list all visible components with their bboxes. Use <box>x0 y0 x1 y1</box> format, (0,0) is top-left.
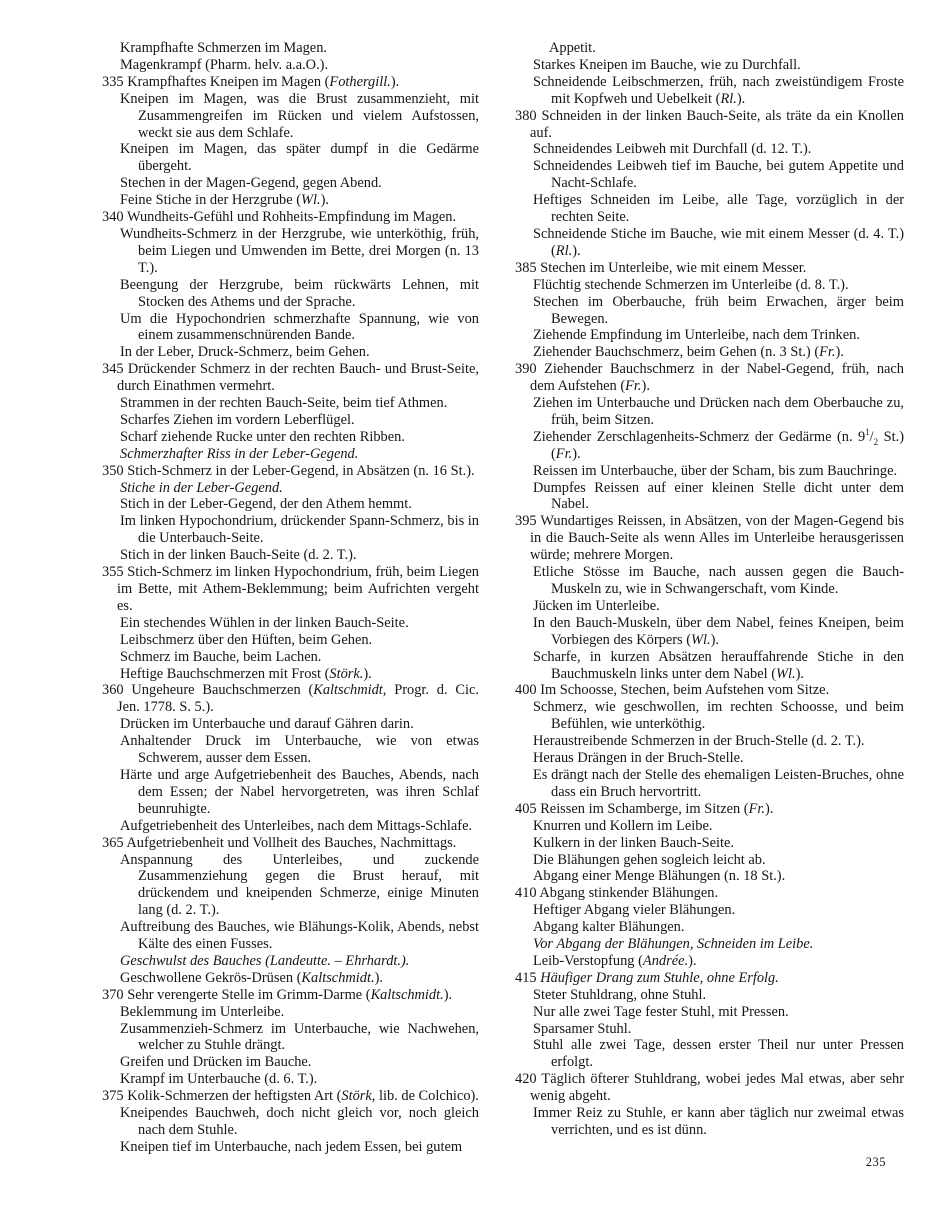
symptom-entry <box>102 632 479 649</box>
text-run: Ein stechendes Wühlen in der linken Bauch-Seite. <box>120 614 409 631</box>
entry-number: 335 <box>102 73 124 90</box>
entry-number: 420 <box>515 1071 537 1088</box>
text-run: Ziehende Empfindung im Unterleibe, nach dem Trinken. <box>533 327 860 344</box>
entry-number: 385 <box>515 259 537 276</box>
text-run: St.) ( <box>551 428 904 462</box>
text-run: Nur alle zwei Tage fester Stuhl, mit Pressen. <box>533 1003 789 1020</box>
text-run: Jücken im Unterleibe. <box>533 597 660 614</box>
symptom-entry <box>102 57 479 74</box>
text-run: Kneipendes Bauchweh, doch nicht gleich vor, noch gleich nach dem Stuhle. <box>120 1105 479 1138</box>
text-run: Feine Stiche in der Herzgrube ( <box>120 192 302 209</box>
text-run: Kneipen im Magen, das später dumpf in die Gedärme übergeht. <box>120 141 479 175</box>
text-run: ). <box>688 952 697 969</box>
symptom-entry <box>515 57 904 74</box>
text-run: Ziehender Bauchschmerz in der Nabel-Gegend, früh, nach dem Aufstehen ( <box>530 361 904 395</box>
entry-number: 380 <box>515 107 537 124</box>
symptom-entry <box>102 395 479 412</box>
symptom-entry <box>515 108 904 142</box>
text-run: lib. de Colchico). <box>375 1088 479 1105</box>
text-run: Starkes Kneipen im Bauche, wie zu Durchfall. <box>533 56 801 73</box>
text-run: Scharfes Ziehen im vordern Leberflügel. <box>120 411 355 428</box>
symptom-entry <box>102 1054 479 1071</box>
symptom-entry <box>102 919 479 953</box>
text-run: Krampf im Unterbauche (d. 6. T.). <box>120 1071 318 1088</box>
text-run: Stuhl alle zwei Tage, dessen erster Theil nur unter Pressen erfolgt. <box>533 1037 904 1071</box>
symptom-entry <box>102 615 479 632</box>
italic-text-run: Fr. <box>748 800 765 817</box>
text-run: Heftige Bauchschmerzen mit Frost ( <box>120 665 330 682</box>
text-run: Die Blähungen gehen sogleich leicht ab. <box>533 851 766 868</box>
italic-text-run: Schmerzhafter Riss in der Leber-Gegend. <box>120 445 359 462</box>
text-run: ). <box>443 986 453 1003</box>
symptom-entry <box>102 91 479 142</box>
text-run: Zusammenzieh-Schmerz im Unterbauche, wie Nachwehen, welcher zu Stuhle drängt. <box>120 1020 479 1054</box>
symptom-entry <box>102 666 479 683</box>
text-run: Abgang stinkender Blähungen. <box>539 885 719 902</box>
text-run: Heftiges Schneiden im Leibe, alle Tage, vorzüglich in der rechten Seite. <box>533 192 904 226</box>
text-run: ). <box>641 378 650 395</box>
symptom-entry <box>515 801 904 818</box>
symptom-entry <box>515 480 904 514</box>
symptom-entry <box>515 682 904 699</box>
text-run: Dumpfes Reissen auf einer kleinen Stelle dicht unter dem Nabel. <box>533 479 904 513</box>
symptom-entry <box>102 496 479 513</box>
symptom-entry <box>102 767 479 818</box>
symptom-entry <box>515 953 904 970</box>
italic-text-run: Wl. <box>776 665 796 682</box>
symptom-entry <box>102 192 479 209</box>
entry-number: 340 <box>102 209 124 226</box>
entry-number: 345 <box>102 361 124 378</box>
text-run: Wundheits-Gefühl und Rohheits-Empfindung im Magen. <box>126 209 457 226</box>
text-run: Schneidendes Leibweh mit Durchfall (d. 12. T.). <box>533 141 812 158</box>
symptom-entry <box>102 1105 479 1139</box>
text-run: Schmerz, wie geschwollen, im rechten Schoosse, und beim Befühlen, wie unterköthig. <box>533 699 904 733</box>
entry-number: 355 <box>102 564 124 581</box>
italic-text-run: Häufiger Drang zum Stuhle, ohne Erfolg. <box>540 969 779 986</box>
text-run: Drückender Schmerz in der rechten Bauch- und Brust-Seite, durch Einathmen vermehrt. <box>117 361 479 395</box>
symptom-entry <box>515 158 904 192</box>
text-run: Um die Hypochondrien schmerzhafte Spannung, wie von einem zusammenschnürenden Bande. <box>120 310 479 344</box>
symptom-entry <box>515 344 904 361</box>
text-run: Stechen im Unterleibe, wie mit einem Messer. <box>540 259 807 276</box>
text-run: ). <box>390 73 400 90</box>
symptom-entry <box>515 868 904 885</box>
text-run: Aufgetriebenheit des Unterleibes, nach dem Mittags-Schlafe. <box>120 817 473 834</box>
italic-text-run: Störk, <box>341 1088 376 1105</box>
symptom-entry <box>102 1088 479 1105</box>
symptom-entry <box>515 40 904 57</box>
symptom-entry <box>515 226 904 260</box>
text-run: Scharfe, in kurzen Absätzen herauffahrende Stiche in den Bauchmuskeln links unter dem Nabel ( <box>533 648 904 682</box>
symptom-entry <box>102 835 479 852</box>
text-run: Im Schoosse, Stechen, beim Aufstehen vom Sitze. <box>540 682 830 699</box>
text-run: Heftiger Abgang vieler Blähungen. <box>533 902 736 919</box>
text-run: Krampfhafte Schmerzen im Magen. <box>120 40 327 56</box>
symptom-entry <box>515 294 904 328</box>
text-run: ). <box>320 192 329 209</box>
symptom-entry <box>102 361 479 395</box>
text-run: Magenkrampf (Pharm. helv. a.a.O.). <box>120 56 329 73</box>
text-run: Immer Reiz zu Stuhle, er kann aber täglich nur zweimal etwas verrichten, und es ist dünn. <box>533 1105 904 1138</box>
symptom-entry <box>102 74 479 91</box>
text-run: Heraus Drängen in der Bruch-Stelle. <box>533 750 744 767</box>
entry-number: 390 <box>515 361 537 378</box>
symptom-entry <box>102 1139 479 1156</box>
symptom-entry <box>515 1037 904 1071</box>
italic-text-run: Fr. <box>625 378 642 395</box>
symptom-entry <box>102 852 479 920</box>
text-run: Schneidendes Leibweh tief im Bauche, bei gutem Appetite und Nacht-Schlafe. <box>533 158 904 192</box>
entry-number: 365 <box>102 834 124 851</box>
symptom-entry <box>515 564 904 598</box>
symptom-entry <box>102 480 479 497</box>
symptom-entry <box>102 463 479 480</box>
symptom-entry <box>102 1071 479 1088</box>
symptom-entry <box>102 564 479 615</box>
text-run: Strammen in der rechten Bauch-Seite, beim tief Athmen. <box>120 395 448 412</box>
text-run: Stich in der Leber-Gegend, der den Athem hemmt. <box>120 496 412 513</box>
text-run: Heraustreibende Schmerzen in der Bruch-Stelle (d. 2. T.). <box>533 733 865 750</box>
symptom-entry <box>515 970 904 987</box>
text-run: Progr. d. Cic. Jen. 1778. S. 5.). <box>117 682 479 716</box>
symptom-entry <box>515 1105 904 1139</box>
text-run: Stich-Schmerz im linken Hypochondrium, früh, beim Liegen im Bette, mit Athem-Beklemmung; beim Aufrichten vergeht es. <box>117 564 479 614</box>
text-run: In der Leber, Druck-Schmerz, beim Gehen. <box>120 344 370 361</box>
symptom-entry <box>102 141 479 175</box>
text-run: Schneiden in der linken Bauch-Seite, als träte da ein Knollen auf. <box>530 107 904 141</box>
text-run: Stich-Schmerz in der Leber-Gegend, in Absätzen (n. 16 St.). <box>127 462 475 479</box>
text-run: ). <box>835 344 844 361</box>
symptom-entry <box>515 852 904 869</box>
text-run: Scharf ziehende Rucke unter den rechten Ribben. <box>120 428 405 445</box>
symptom-entry <box>515 919 904 936</box>
text-run: ). <box>736 90 746 107</box>
text-run: Abgang kalter Blähungen. <box>533 919 685 936</box>
italic-text-run: Kaltschmidt, <box>313 682 387 699</box>
italic-text-run: Geschwulst des Bauches (Landeutte. – Ehrhardt.). <box>120 952 410 969</box>
text-run: Stich in der linken Bauch-Seite (d. 2. T.). <box>120 547 357 564</box>
left-column <box>102 40 479 1156</box>
symptom-entry <box>515 395 904 429</box>
text-run: ). <box>764 800 774 817</box>
symptom-entry <box>515 277 904 294</box>
text-run: Abgang einer Menge Blähungen (n. 18 St.). <box>533 868 786 885</box>
text-run: Schneidende Leibschmerzen, früh, nach zweistündigem Froste mit Kopfweh und Uebelkeit ( <box>533 73 904 107</box>
text-run: Wundheits-Schmerz in der Herzgrube, wie unterköthig, früh, beim Liegen und Umwenden im Bette, drei Morgen (n. 13 T.). <box>120 225 479 276</box>
text-run: Drücken im Unterbauche und darauf Gähren darin. <box>120 716 414 733</box>
entry-number: 350 <box>102 462 124 479</box>
symptom-entry <box>515 141 904 158</box>
text-run: Greifen und Drücken im Bauche. <box>120 1054 312 1071</box>
text-run: Im linken Hypochondrium, drückender Spann-Schmerz, bis in die Unterbauch-Seite. <box>120 513 479 547</box>
text-run: Appetit. <box>549 40 596 56</box>
symptom-entry <box>515 429 904 463</box>
symptom-entry <box>515 615 904 649</box>
text-run: Geschwollene Gekrös-Drüsen ( <box>120 969 302 986</box>
text-run: ). <box>795 665 804 682</box>
text-run: Schneidende Stiche im Bauche, wie mit einem Messer (d. 4. T.) ( <box>533 225 904 259</box>
italic-text-run: Wl. <box>301 192 321 209</box>
text-run: Kulkern in der linken Bauch-Seite. <box>533 834 735 851</box>
text-run: 1 <box>865 427 870 438</box>
text-run: Flüchtig stechende Schmerzen im Unterleibe (d. 8. T.). <box>533 276 849 293</box>
text-run: Steter Stuhldrang, ohne Stuhl. <box>533 986 707 1003</box>
symptom-entry <box>102 226 479 277</box>
italic-text-run: Andrée. <box>642 952 689 969</box>
text-run: Ziehen im Unterbauche und Drücken nach dem Oberbauche zu, früh, beim Sitzen. <box>533 395 904 428</box>
entry-number: 405 <box>515 800 537 817</box>
entry-number: 375 <box>102 1088 124 1105</box>
text-run: Ziehender Bauchschmerz, beim Gehen (n. 3 St.) ( <box>533 344 820 361</box>
text-run: Anspannung des Unterleibes, und zuckende Zusammenziehung gegen die Brust herauf, mit drückendem und kneipenden Schmerze, einige Minuten lang (d. 2. T.). <box>120 851 479 919</box>
symptom-entry <box>102 682 479 716</box>
symptom-entry <box>102 513 479 547</box>
symptom-entry <box>515 598 904 615</box>
symptom-entry <box>515 649 904 683</box>
text-run: ). <box>572 242 581 259</box>
symptom-entry <box>515 987 904 1004</box>
text-run: Aufgetriebenheit und Vollheit des Bauches, Nachmittags. <box>126 834 457 851</box>
entry-number: 360 <box>102 682 124 699</box>
text-run: Krampfhaftes Kneipen im Magen ( <box>127 73 330 90</box>
symptom-entry <box>515 733 904 750</box>
symptom-entry <box>515 818 904 835</box>
text-run: 2 <box>873 436 879 447</box>
text-run: Ziehender Zerschlagenheits-Schmerz der Gedärme (n. 9 <box>533 428 866 445</box>
symptom-entry <box>102 716 479 733</box>
italic-text-run: Rl. <box>720 90 737 107</box>
text-run: Es drängt nach der Stelle des ehemaligen Leisten-Bruches, ohne dass ein Bruch hervortritt. <box>533 766 904 800</box>
symptom-entry <box>515 513 904 564</box>
italic-text-run: Vor Abgang der Blähungen, Schneiden im Leibe. <box>533 936 814 953</box>
symptom-entry <box>102 649 479 666</box>
text-run: Stechen im Oberbauche, früh beim Erwachen, ärger beim Bewegen. <box>533 293 904 327</box>
symptom-entry <box>102 429 479 446</box>
symptom-entry <box>515 885 904 902</box>
symptom-entry <box>515 463 904 480</box>
symptom-entry <box>515 192 904 226</box>
text-run: ). <box>374 969 383 986</box>
entry-number: 400 <box>515 682 537 699</box>
text-run: Beengung der Herzgrube, beim rückwärts Lehnen, mit Stocken des Athems und der Sprache. <box>120 276 479 310</box>
symptom-entry <box>102 970 479 987</box>
symptom-entry <box>515 327 904 344</box>
symptom-entry <box>102 818 479 835</box>
symptom-entry <box>102 987 479 1004</box>
text-run: / <box>869 428 874 445</box>
symptom-entry <box>102 547 479 564</box>
symptom-entry <box>515 74 904 108</box>
text-run: Kneipen im Magen, was die Brust zusammenzieht, mit Zusammengreifen im Rücken und vielem Aufstossen, weckt sie aus dem Schlafe. <box>120 90 479 141</box>
italic-text-run: Stiche in der Leber-Gegend. <box>120 479 283 496</box>
text-run: Schmerz im Bauche, beim Lachen. <box>120 648 322 665</box>
text-run: Etliche Stösse im Bauche, nach aussen gegen die Bauch-Muskeln zu, wie in Schwangerschaft, vom Kinde. <box>533 564 904 597</box>
italic-text-run: Kaltschmidt. <box>301 969 375 986</box>
symptom-entry <box>515 1004 904 1021</box>
text-run: Beklemmung im Unterleibe. <box>120 1003 285 1020</box>
italic-text-run: Rl. <box>555 242 573 259</box>
symptom-entry <box>515 835 904 852</box>
symptom-entry <box>515 750 904 767</box>
symptom-entry <box>515 699 904 733</box>
italic-text-run: Störk. <box>329 665 364 682</box>
symptom-entry <box>102 1021 479 1055</box>
symptom-entry <box>102 953 479 970</box>
text-run: Sehr verengerte Stelle im Grimm-Darme ( <box>127 986 371 1003</box>
symptom-entry <box>102 277 479 311</box>
page-number: 235 <box>865 1155 886 1169</box>
entry-number: 395 <box>515 513 537 530</box>
symptom-entry <box>515 260 904 277</box>
text-run: Reissen im Unterbauche, über der Scham, bis zum Bauchringe. <box>533 462 898 479</box>
symptom-entry <box>515 1071 904 1105</box>
text-run: Täglich öfterer Stuhldrang, wobei jedes Mal etwas, aber sehr wenig abgeht. <box>530 1071 904 1105</box>
symptom-entry <box>515 361 904 395</box>
symptom-entry <box>102 175 479 192</box>
text-run: Leibschmerz über den Hüften, beim Gehen. <box>120 631 373 648</box>
text-run: Härte und arge Aufgetriebenheit des Bauches, Abends, nach dem Essen; der Nabel hervorgetreten, was ihren Schlaf beunruhigte. <box>120 766 479 817</box>
symptom-entry <box>515 1021 904 1038</box>
symptom-entry <box>102 40 479 57</box>
italic-text-run: Fothergill. <box>329 73 391 90</box>
text-run: Knurren und Kollern im Leibe. <box>533 817 713 834</box>
symptom-entry <box>102 311 479 345</box>
symptom-entry <box>515 936 904 953</box>
symptom-entry <box>102 446 479 463</box>
symptom-entry <box>102 412 479 429</box>
text-run: ). <box>572 445 581 462</box>
entry-number: 410 <box>515 885 537 902</box>
right-column <box>515 40 904 1139</box>
symptom-entry <box>102 733 479 767</box>
entry-number: 370 <box>102 986 124 1003</box>
text-run: Sparsamer Stuhl. <box>533 1020 632 1037</box>
text-run: ). <box>710 631 719 648</box>
symptom-entry <box>102 344 479 361</box>
text-run: In den Bauch-Muskeln, über dem Nabel, feines Kneipen, beim Vorbiegen des Körpers ( <box>533 614 904 648</box>
text-run: Stechen in der Magen-Gegend, gegen Abend. <box>120 175 382 192</box>
italic-text-run: Fr. <box>819 344 836 361</box>
text-run: Anhaltender Druck im Unterbauche, wie von etwas Schwerem, ausser dem Essen. <box>120 733 479 767</box>
text-run: Leib-Verstopfung ( <box>533 952 643 969</box>
text-run: Auftreibung des Bauches, wie Blähungs-Kolik, Abends, nebst Kälte des einen Fusses. <box>120 919 479 953</box>
italic-text-run: Kaltschmidt. <box>370 986 444 1003</box>
symptom-entry <box>515 767 904 801</box>
text-run: ). <box>363 665 372 682</box>
symptom-entry <box>515 902 904 919</box>
text-run: Kolik-Schmerzen der heftigsten Art ( <box>127 1088 342 1105</box>
text-run: Wundartiges Reissen, in Absätzen, von der Magen-Gegend bis in die Bauch-Seite als wenn Alles im Unterleibe herausgerissen würde; mehrere Morgen. <box>530 513 904 564</box>
text-run: Kneipen tief im Unterbauche, nach jedem Essen, bei gutem <box>120 1138 463 1155</box>
italic-text-run: Fr. <box>555 445 573 462</box>
symptom-entry <box>102 209 479 226</box>
italic-text-run: Wl. <box>691 631 711 648</box>
text-run: Reissen im Schamberge, im Sitzen ( <box>540 800 749 817</box>
symptom-entry <box>102 1004 479 1021</box>
entry-number: 415 <box>515 969 537 986</box>
text-run: Ungeheure Bauchschmerzen ( <box>131 682 314 699</box>
